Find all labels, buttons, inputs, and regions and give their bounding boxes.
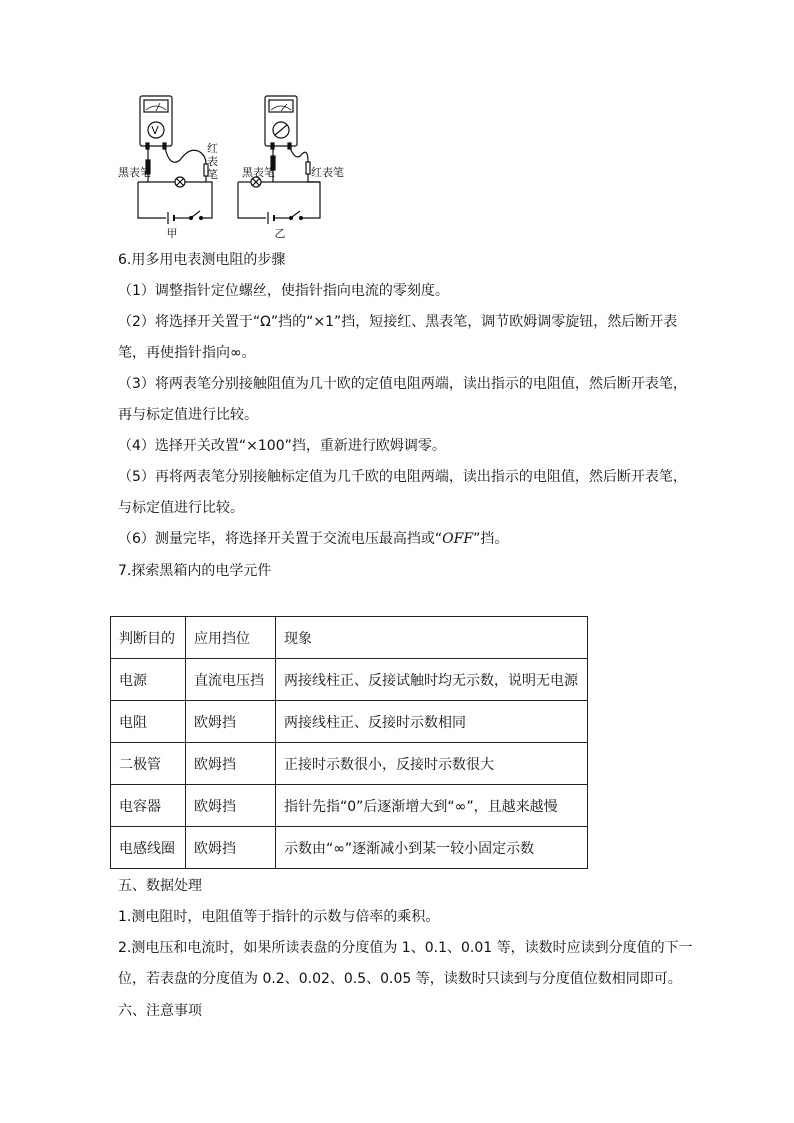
left-red-probe-label-3: 笔	[207, 168, 218, 181]
step6-off: OFF	[442, 531, 474, 547]
right-red-lead	[290, 148, 308, 162]
section6-step-3b: 再与标定值进行比较。	[118, 407, 258, 423]
table-cell: 欧姆挡	[186, 743, 276, 785]
section5-line-3: 位，若表盘的分度值为 0.2、0.02、0.5、0.05 等，读数时只读到与分度值位数相同即可。	[118, 971, 682, 987]
right-caption: 乙	[274, 227, 286, 240]
table-row	[111, 743, 588, 785]
table-cell: 欧姆挡	[186, 827, 276, 869]
section6b-title: 六、注意事项	[118, 1003, 202, 1019]
section6-step-2a: （2）将选择开关置于“Ω”挡的“×1”挡，短接红、黑表笔，调节欧姆调零旋钮，然后断开表	[118, 314, 678, 330]
table-cell: 电阻	[111, 701, 186, 743]
left-caption: 甲	[166, 227, 178, 240]
section6-step-6	[118, 529, 688, 549]
table-cell: 直流电压挡	[186, 659, 276, 701]
table-row	[111, 701, 588, 743]
section6-step-2b: 笔，再使指针指向∞。	[118, 345, 256, 361]
table-row	[111, 785, 588, 827]
table-cell: 电源	[111, 659, 186, 701]
left-red-lead	[165, 148, 206, 164]
section6-title: 6.用多用电表测电阻的步骤	[118, 252, 286, 268]
circuit-figure	[110, 90, 360, 250]
table-header-cell: 判断目的	[111, 617, 186, 659]
section6-step-3a: （3）将两表笔分别接触阻值为几十欧的定值电阻两端，读出指示的电阻值，然后断开表笔，	[118, 376, 687, 392]
table-cell: 二极管	[111, 743, 186, 785]
table-cell: 两接线柱正、反接时示数相同	[276, 701, 588, 743]
section6-step-4: （4）选择开关改置“×100”挡，重新进行欧姆调零。	[118, 438, 446, 454]
right-black-probe-label: 黑表笔	[242, 166, 275, 179]
table-header-row	[111, 617, 588, 659]
right-red-probe	[306, 162, 310, 174]
table-row	[111, 827, 588, 869]
step6-suffix: ”挡。	[473, 531, 509, 547]
left-black-probe-label: 黑表笔	[118, 166, 151, 179]
right-red-probe-label: 红表笔	[311, 166, 344, 179]
blackbox-table	[110, 616, 588, 869]
left-circuit	[138, 96, 212, 224]
table-cell: 正接时示数很小，反接时示数很大	[276, 743, 588, 785]
table-header-cell: 现象	[276, 617, 588, 659]
table-header-cell: 应用挡位	[186, 617, 276, 659]
table-cell: 欧姆挡	[186, 701, 276, 743]
section6-step-1: （1）调整指针定位螺丝，使指针指向电流的零刻度。	[118, 283, 449, 299]
section6-step-5b: 与标定值进行比较。	[118, 500, 244, 516]
circuit-diagrams-svg	[110, 90, 360, 250]
section7-title: 7.探索黑箱内的电学元件	[118, 563, 272, 579]
table-cell: 两接线柱正、反接试触时均无示数，说明无电源	[276, 659, 588, 701]
table-cell: 示数由“∞”逐渐减小到某一较小固定示数	[276, 827, 588, 869]
table-cell: 电感线圈	[111, 827, 186, 869]
left-meter-symbol: V	[151, 124, 159, 137]
left-red-probe-label-1: 红	[207, 142, 218, 155]
table-row	[111, 659, 588, 701]
table-cell: 电容器	[111, 785, 186, 827]
left-red-probe-label-2: 表	[207, 155, 218, 168]
step6-prefix: （6）测量完毕，将选择开关置于交流电压最高挡或“	[118, 531, 443, 547]
right-circuit	[238, 96, 320, 224]
section5-line-1: 1.测电阻时，电阻值等于指针的示数与倍率的乘积。	[118, 909, 440, 925]
table-cell: 欧姆挡	[186, 785, 276, 827]
section6-step-5a: （5）再将两表笔分别接触标定值为几千欧的电阻两端，读出指示的电阻值，然后断开表笔，	[118, 469, 687, 485]
section5-title: 五、数据处理	[118, 878, 202, 894]
section5-line-2: 2.测电压和电流时，如果所读表盘的分度值为 1、0.1、0.01 等，读数时应读到分度值的下一	[118, 940, 693, 956]
table-cell: 指针先指“0”后逐渐增大到“∞”，且越来越慢	[276, 785, 588, 827]
